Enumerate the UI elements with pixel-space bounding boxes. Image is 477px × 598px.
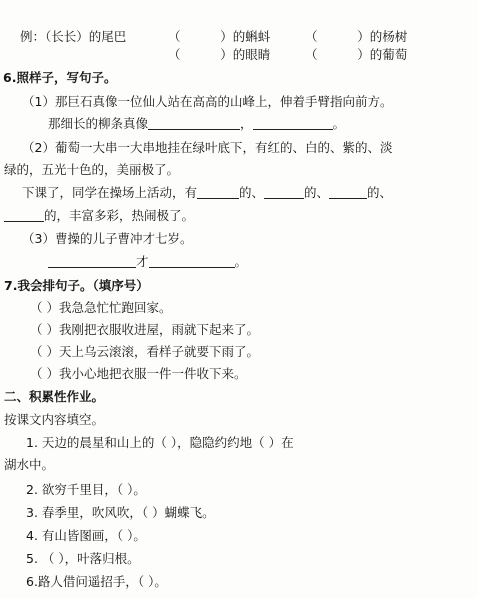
- q2-blank-1: [197, 186, 239, 199]
- q1-comma: ，: [240, 116, 253, 131]
- order-item-1: （ ）我急急忙忙跑回家。: [30, 300, 172, 315]
- q1-prefix: 那细长的柳条真像: [48, 116, 149, 131]
- q2-line-d: [4, 208, 194, 224]
- q2-blank-2: [264, 186, 304, 199]
- q2-line-b: 绿的，五光十色的，美丽极了。: [4, 162, 180, 177]
- q2-blank-3: [329, 186, 367, 199]
- q1-sentence: （1）那巨石真像一位仙人站在高高的山峰上，伸着手臂指向前方。: [22, 94, 393, 109]
- fill-item-2: 2. 欲穷千里目，（ ）。: [26, 482, 146, 497]
- q3-blank-1: [48, 255, 136, 268]
- example-text: 例：（长长）的尾巴: [20, 29, 127, 44]
- q3-fill-line: [48, 254, 247, 270]
- fill-item-5: 5. （ ），叶落归根。: [26, 551, 140, 566]
- fill-item-6: 6.路人借问遥招手，（ ）。: [26, 574, 167, 589]
- q1-period: 。: [332, 116, 346, 131]
- q2-blank-4: [4, 209, 44, 222]
- order-item-2: （ ）我刚把衣服收进屋，雨就下起来了。: [30, 322, 259, 337]
- fill-item-4: 4. 有山皆图画，（ ）。: [26, 528, 146, 543]
- q2-line-a: （2）葡萄一大串一大串地挂在绿叶底下，有红的、白的、紫的、淡: [22, 140, 393, 155]
- q2-sep-3: 的、: [367, 185, 393, 200]
- q1-blank-2: [253, 117, 333, 130]
- q2-fill-line: [22, 185, 392, 201]
- fill-item-1b: 湖水中。: [4, 457, 55, 472]
- blank-grapes: （ ）的葡萄: [305, 47, 408, 62]
- q3-blank-2: [149, 255, 235, 268]
- blank-tadpole: （ ）的蝌蚪: [168, 29, 271, 44]
- fill-item-3: 3. 春季里，吹风吹，（ ）蝴蝶飞。: [26, 505, 215, 520]
- q2-prefix: 下课了，同学在操场上活动，有: [22, 185, 198, 200]
- order-item-3: （ ）天上乌云滚滚，看样子就要下雨了。: [30, 344, 259, 359]
- q3-cai: 才: [136, 254, 149, 269]
- q2-rest: 的，丰富多彩，热闹极了。: [44, 208, 195, 223]
- q2-sep-1: 的、: [239, 185, 265, 200]
- q1-blank-1: [148, 117, 240, 130]
- section-6-heading: 6.照样子，写句子。: [3, 70, 117, 85]
- section-7-heading: 7.我会排句子。（填序号）: [4, 278, 149, 293]
- order-item-4: （ ）我小心地把衣服一件一件收下来。: [30, 366, 247, 381]
- blank-eyes: （ ）的眼睛: [168, 47, 271, 62]
- blank-poplar: （ ）的杨树: [305, 29, 408, 44]
- fill-item-1a: 1. 天边的晨星和山上的（ ），隐隐约约地（ ）在: [26, 435, 294, 450]
- q3-period: 。: [234, 254, 248, 269]
- q3-sentence: （3）曹操的儿子曹冲才七岁。: [22, 231, 193, 246]
- q1-fill-line: [48, 116, 345, 132]
- q2-sep-2: 的、: [304, 185, 330, 200]
- part-2-subheading: 按课文内容填空。: [4, 412, 105, 427]
- part-2-heading: 二、积累性作业。: [4, 389, 105, 404]
